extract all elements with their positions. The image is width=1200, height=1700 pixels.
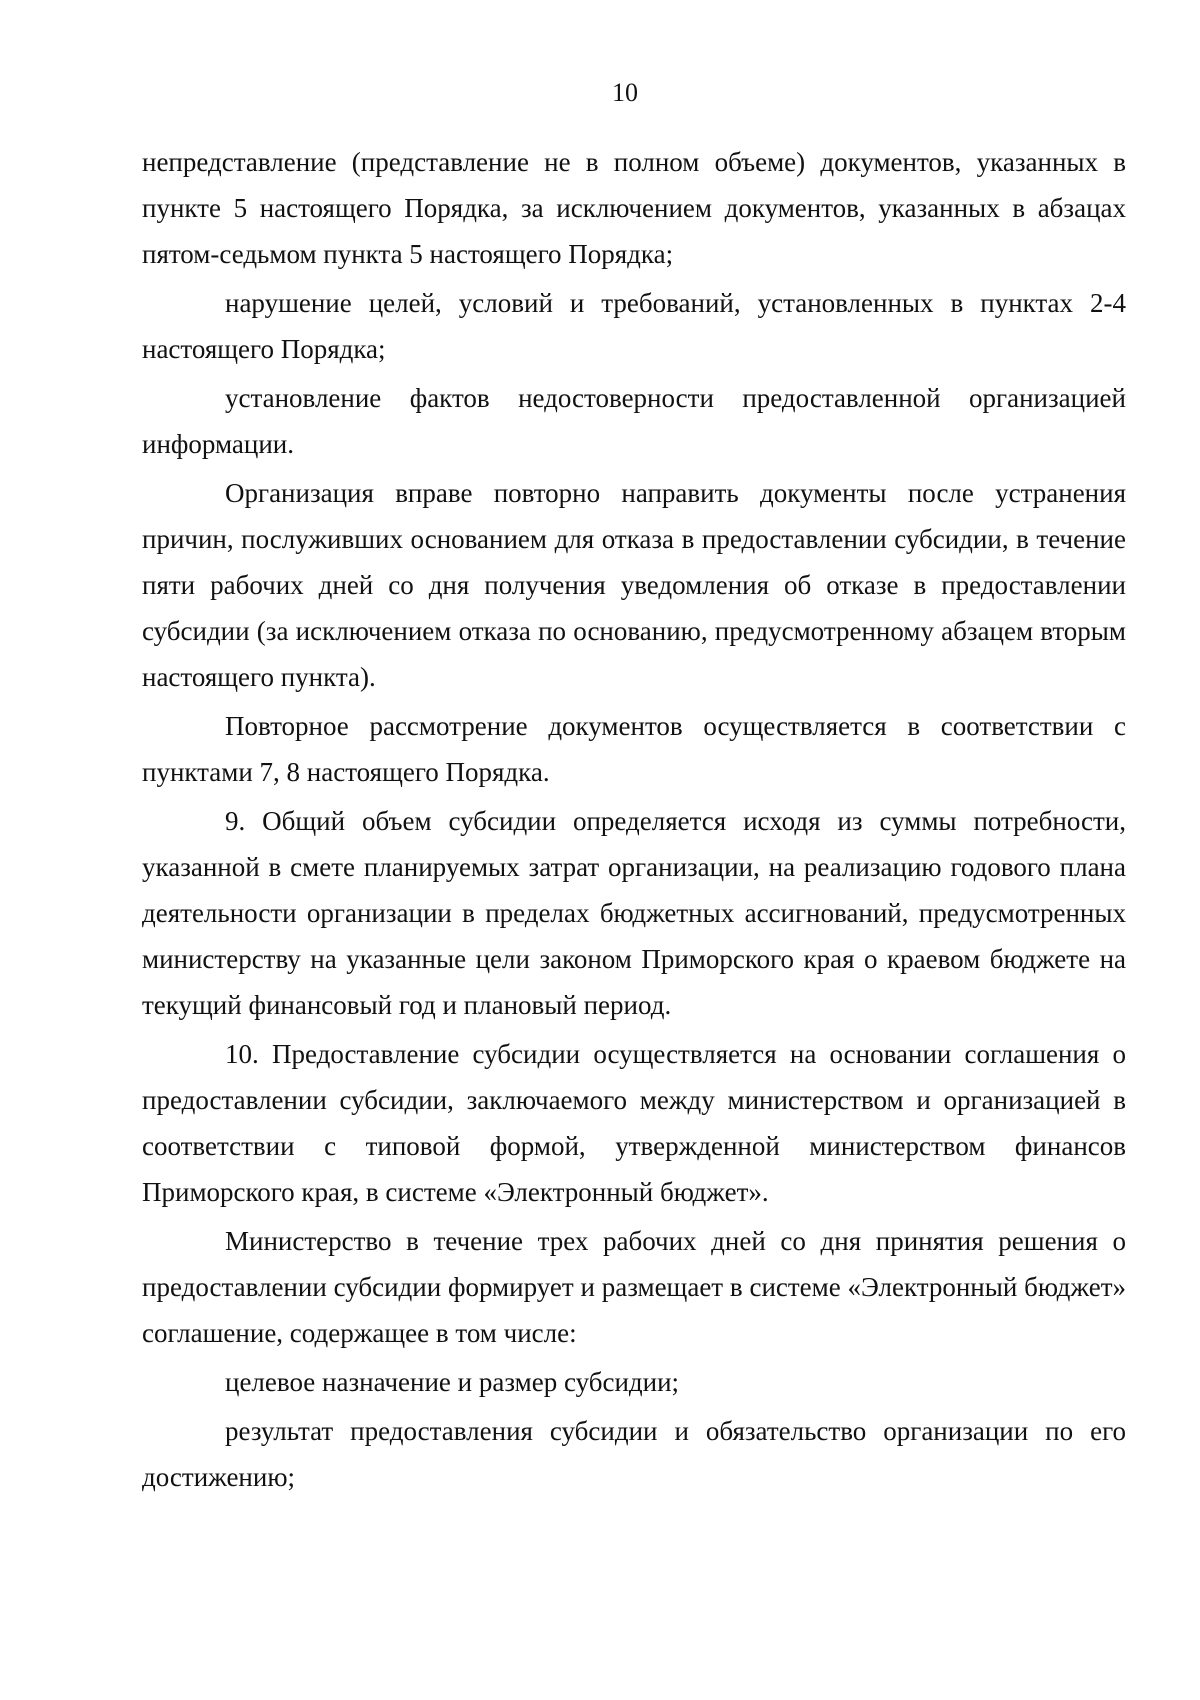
page-number: 10 xyxy=(612,78,638,107)
paragraph-violation-conditions: нарушение целей, условий и требований, установленных в пунктах 2-4 настоящего Порядка; xyxy=(142,288,1126,364)
paragraph-repeated-review: Повторное рассмотрение документов осуществляется в соответствии с пунктами 7, 8 настоящего Порядка. xyxy=(142,711,1126,787)
paragraph-non-submission-documents: непредставление (представление не в полном объеме) документов, указанных в пункте 5 настоящего Порядка, за исключением документов, указанных в абзацах пятом-седьмом пункта 5 настоящего Порядка; xyxy=(142,147,1126,269)
paragraph-resubmission-right: Организация вправе повторно направить документы после устранения причин, послуживших основанием для отказа в предоставлении субсидии, в течение пяти рабочих дней со дня получения уведомления об отказе в предоставлении субсидии (за исключением отказа по основанию, предусмотренному абзацем вторым настоящего пункта). xyxy=(142,478,1126,692)
paragraph-result-obligation: результат предоставления субсидии и обязательство организации по его достижению; xyxy=(142,1416,1126,1492)
paragraph-target-purpose: целевое назначение и размер субсидии; xyxy=(225,1367,680,1397)
document-body xyxy=(142,139,1126,1500)
paragraph-ministry-agreement-contents: Министерство в течение трех рабочих дней со дня принятия решения о предоставлении субсидии формирует и размещает в системе «Электронный бюджет» соглашение, содержащее в том числе: xyxy=(142,1226,1126,1348)
paragraph-false-information: установление фактов недостоверности предоставленной организацией информации. xyxy=(142,383,1126,459)
paragraph-item-10-agreement: 10. Предоставление субсидии осуществляется на основании соглашения о предоставлении субсидии, заключаемого между министерством и организацией в соответствии с типовой формой, утвержденной министерством финансов Приморского края, в системе «Электронный бюджет». xyxy=(142,1039,1126,1207)
paragraph-item-9-subsidy-volume: 9. Общий объем субсидии определяется исходя из суммы потребности, указанной в смете планируемых затрат организации, на реализацию годового плана деятельности организации в пределах бюджетных ассигнований, предусмотренных министерству на указанные цели законом Приморского края о краевом бюджете на текущий финансовый год и плановый период. xyxy=(142,806,1126,1020)
